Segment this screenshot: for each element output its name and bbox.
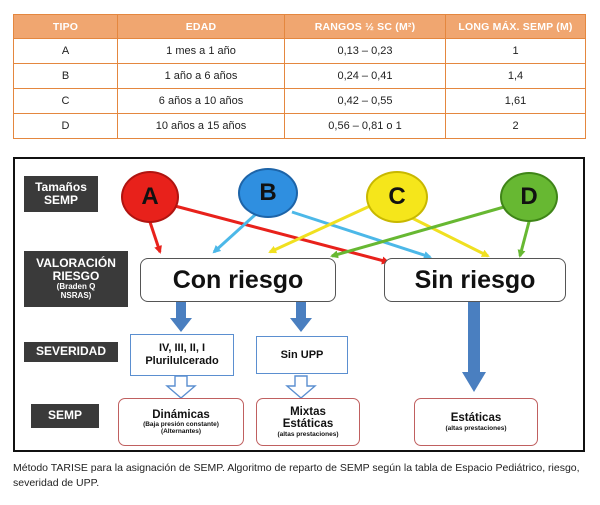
cell-long: 1,61 bbox=[446, 89, 586, 114]
label-semp: SEMP bbox=[31, 404, 99, 428]
cell-tipo: B bbox=[14, 64, 118, 89]
arrow-b-con bbox=[214, 214, 256, 252]
arrow-d-sin bbox=[520, 218, 530, 256]
cell-tipo: D bbox=[14, 114, 118, 139]
cell-long: 1 bbox=[446, 39, 586, 64]
label-tamanos-semp: Tamaños SEMP bbox=[24, 176, 98, 212]
arrow-a-con bbox=[150, 222, 160, 252]
label-valoracion-riesgo: VALORACIÓN RIESGO (Braden Q NSRAS) bbox=[24, 251, 128, 307]
arrow-sinupp-to-mixtas bbox=[287, 376, 315, 398]
box-mixtas-estaticas: Mixtas Estáticas (altas prestaciones) bbox=[256, 398, 360, 446]
box-sin-upp: Sin UPP bbox=[256, 336, 348, 374]
arrow-con-to-sinupp bbox=[290, 302, 312, 332]
circle-a: A bbox=[121, 171, 179, 223]
cell-tipo: A bbox=[14, 39, 118, 64]
box-estaticas: Estáticas (altas prestaciones) bbox=[414, 398, 538, 446]
cell-long: 2 bbox=[446, 114, 586, 139]
cell-rangos: 0,24 – 0,41 bbox=[285, 64, 446, 89]
cell-edad: 10 años a 15 años bbox=[118, 114, 285, 139]
header-edad: EDAD bbox=[118, 15, 285, 39]
box-ulcerado: IV, III, II, I Plurilulcerado bbox=[130, 334, 234, 376]
cell-edad: 1 año a 6 años bbox=[118, 64, 285, 89]
cell-rangos: 0,42 – 0,55 bbox=[285, 89, 446, 114]
label-severidad: SEVERIDAD bbox=[24, 342, 118, 362]
arrow-con-to-ulcerado bbox=[170, 302, 192, 332]
box-con-riesgo: Con riesgo bbox=[140, 258, 336, 302]
cell-rangos: 0,13 – 0,23 bbox=[285, 39, 446, 64]
box-dinamicas: Dinámicas (Baja presión constante) (Alternantes) bbox=[118, 398, 244, 446]
circle-c: C bbox=[366, 171, 428, 223]
cell-long: 1,4 bbox=[446, 64, 586, 89]
header-long-max: LONG MÁX. SEMP (M) bbox=[446, 15, 586, 39]
cell-rangos: 0,56 – 0,81 o 1 bbox=[285, 114, 446, 139]
box-sin-riesgo: Sin riesgo bbox=[384, 258, 566, 302]
cell-edad: 6 años a 10 años bbox=[118, 89, 285, 114]
header-tipo: TIPO bbox=[14, 15, 118, 39]
cell-edad: 1 mes a 1 año bbox=[118, 39, 285, 64]
figure-caption: Método TARISE para la asignación de SEMP. Algoritmo de reparto de SEMP según la tabla de Espacio Pediátrico, riesgo, severidad de UPP. bbox=[13, 462, 580, 490]
header-rangos: RANGOS ½ SC (M²) bbox=[285, 15, 446, 39]
arrow-ulcerado-to-dinamicas bbox=[167, 376, 195, 398]
arrow-sin-to-estaticas bbox=[462, 302, 486, 392]
cell-tipo: C bbox=[14, 89, 118, 114]
circle-b: B bbox=[238, 168, 298, 218]
circle-d: D bbox=[500, 172, 558, 222]
